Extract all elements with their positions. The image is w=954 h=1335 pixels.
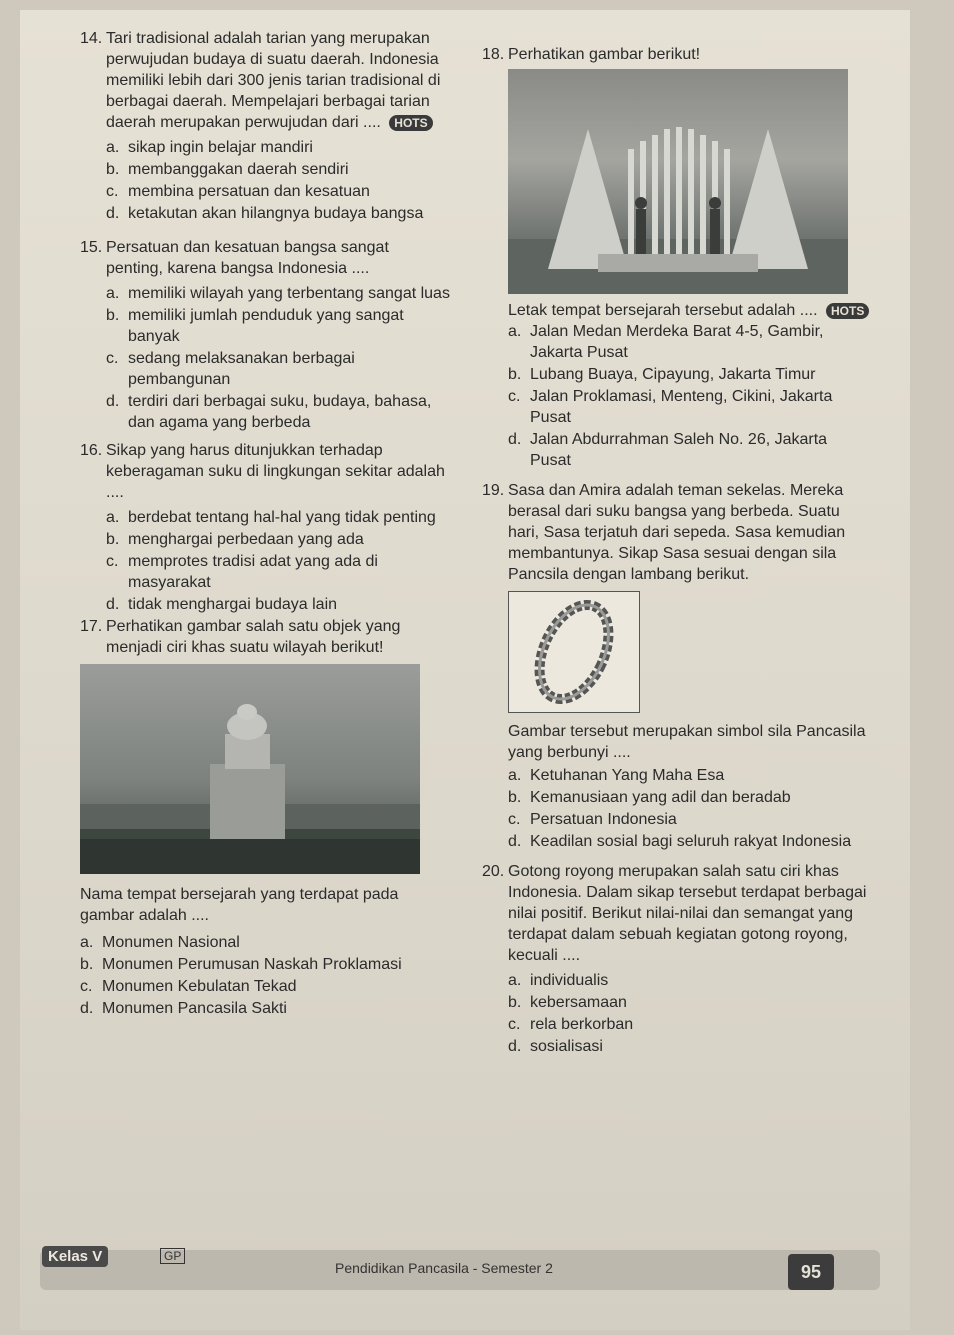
option-20a[interactable] [508, 970, 872, 991]
hots-badge: HOTS [826, 303, 869, 319]
options-20 [508, 970, 872, 1057]
option-15a[interactable] [106, 283, 450, 304]
option-16a[interactable] [106, 507, 450, 528]
question-15 [80, 237, 450, 279]
option-letter: b. [508, 366, 522, 383]
option-letter: b. [106, 307, 120, 324]
question-text: Gotong royong merupakan salah satu ciri khas Indonesia. Dalam sikap tersebut terdapat berbagai nilai positif. Berikut nilai-nilai dan semangat yang terdapat dalam sebuah kegiatan gotong royong, kecuali .... [508, 863, 867, 964]
option-text: Monumen Kebulatan Tekad [102, 978, 297, 995]
option-15b[interactable] [106, 305, 450, 347]
question-text: Perhatikan gambar salah satu objek yang menjadi ciri khas suatu wilayah berikut! [106, 618, 401, 656]
options-16 [106, 507, 450, 615]
question-16 [80, 440, 450, 503]
options-14 [106, 137, 450, 224]
option-text: Kemanusiaan yang adil dan beradab [530, 789, 791, 806]
question-text: Persatuan dan kesatuan bangsa sangat penting, karena bangsa Indonesia .... [106, 239, 389, 277]
option-19d[interactable] [508, 831, 872, 852]
option-19c[interactable] [508, 809, 872, 830]
option-text: Lubang Buaya, Cipayung, Jakarta Timur [530, 366, 816, 383]
option-18a[interactable] [508, 321, 872, 363]
question-number: 18. [482, 46, 505, 63]
option-14b[interactable] [106, 159, 450, 180]
option-18d[interactable] [508, 429, 872, 471]
option-text: tidak menghargai budaya lain [128, 596, 338, 613]
option-letter: c. [106, 553, 119, 570]
option-letter: c. [508, 388, 521, 405]
option-text: memiliki wilayah yang terbentang sangat luas [128, 285, 450, 302]
option-text: menghargai perbedaan yang ada [128, 531, 364, 548]
question-number: 15. [80, 239, 103, 256]
option-15d[interactable] [106, 391, 450, 433]
question-18-prompt-text: Letak tempat bersejarah tersebut adalah .... [508, 302, 818, 319]
question-text: Perhatikan gambar berikut! [508, 46, 701, 63]
option-text: Jalan Proklamasi, Menteng, Cikini, Jakarta Pusat [530, 388, 833, 426]
option-letter: a. [508, 323, 522, 340]
option-letter: c. [508, 1016, 521, 1033]
option-letter: c. [106, 183, 119, 200]
option-letter: c. [508, 811, 521, 828]
monument-photo-illustration [80, 664, 420, 874]
question-text: Sasa dan Amira adalah teman sekelas. Mereka berasal dari suku bangsa yang berbeda. Suatu hari, Sasa terjatuh dari sepeda. Sasa kemudian membantunya. Sikap Sasa sesuai dengan sila Pancsila dengan lambang berikut. [508, 482, 846, 583]
option-17d[interactable] [80, 998, 450, 1019]
chain-symbol-box [508, 591, 640, 713]
question-17-prompt: Nama tempat bersejarah yang terdapat pada gambar adalah .... [80, 886, 399, 924]
option-20b[interactable] [508, 992, 872, 1013]
option-text: Ketuhanan Yang Maha Esa [530, 767, 725, 784]
gp-logo: GP [160, 1248, 185, 1264]
question-text [106, 28, 450, 133]
option-letter: d. [508, 833, 522, 850]
hots-badge: HOTS [389, 115, 432, 131]
grade-label: Kelas V [42, 1246, 108, 1267]
option-letter: c. [80, 978, 93, 995]
option-letter: b. [508, 994, 522, 1011]
book-title: Pendidikan Pancasila - Semester 2 [335, 1260, 553, 1276]
question-number: 19. [482, 482, 505, 499]
option-letter: c. [106, 350, 119, 367]
chain-icon [509, 592, 639, 712]
question-number: 17. [80, 618, 103, 635]
page-number: 95 [788, 1254, 834, 1290]
option-text: individualis [530, 972, 609, 989]
option-text: ketakutan akan hilangnya budaya bangsa [128, 205, 424, 222]
option-14d[interactable] [106, 203, 450, 224]
option-20c[interactable] [508, 1014, 872, 1035]
options-19 [508, 765, 872, 852]
option-letter: d. [106, 393, 120, 410]
option-text: memprotes tradisi adat yang ada di masyarakat [128, 553, 378, 591]
option-letter: b. [80, 956, 94, 973]
option-letter: d. [106, 596, 120, 613]
option-text: Monumen Perumusan Naskah Proklamasi [102, 956, 402, 973]
option-text: sosialisasi [530, 1038, 603, 1055]
option-17c[interactable] [80, 976, 450, 997]
option-letter: a. [106, 139, 120, 156]
monument-photo-illustration [508, 69, 848, 294]
option-16b[interactable] [106, 529, 450, 550]
option-text: rela berkorban [530, 1016, 634, 1033]
option-text: terdiri dari berbagai suku, budaya, bahasa, dan agama yang berbeda [128, 393, 432, 431]
option-text: membanggakan daerah sendiri [128, 161, 349, 178]
options-15 [106, 283, 450, 433]
option-letter: a. [508, 972, 522, 989]
option-letter: d. [508, 431, 522, 448]
option-17b[interactable] [80, 954, 450, 975]
question-text: Sikap yang harus ditunjukkan terhadap keberagaman suku di lingkungan sekitar adalah .... [106, 442, 445, 501]
option-text: berdebat tentang hal-hal yang tidak penting [128, 509, 436, 526]
option-15c[interactable] [106, 348, 450, 390]
question-number: 20. [482, 863, 505, 880]
option-letter: a. [508, 767, 522, 784]
options-18 [508, 321, 872, 471]
option-text: Monumen Pancasila Sakti [102, 1000, 287, 1017]
page-footer [20, 1220, 910, 1320]
option-18c[interactable] [508, 386, 872, 428]
option-20d[interactable] [508, 1036, 872, 1057]
option-text: kebersamaan [530, 994, 627, 1011]
option-letter: b. [106, 161, 120, 178]
question-19 [482, 480, 872, 585]
option-19a[interactable] [508, 765, 872, 786]
option-text: sikap ingin belajar mandiri [128, 139, 313, 156]
option-text: Jalan Abdurrahman Saleh No. 26, Jakarta Pusat [530, 431, 828, 469]
option-14c[interactable] [106, 181, 450, 202]
option-letter: d. [80, 1000, 94, 1017]
monument-photo [508, 69, 848, 294]
option-letter: b. [508, 789, 522, 806]
option-16c[interactable] [106, 551, 450, 593]
option-text: Persatuan Indonesia [530, 811, 677, 828]
option-text: Keadilan sosial bagi seluruh rakyat Indonesia [530, 833, 852, 850]
question-19-prompt: Gambar tersebut merupakan simbol sila Pancasila yang berbunyi .... [508, 723, 866, 761]
option-text: sedang melaksanakan berbagai pembangunan [128, 350, 355, 388]
option-text: Monumen Nasional [102, 934, 240, 951]
question-14 [80, 28, 450, 133]
option-letter: a. [106, 509, 120, 526]
question-20 [482, 861, 872, 966]
option-18b[interactable] [508, 364, 872, 385]
monument-photo [80, 664, 420, 874]
option-text: Jalan Medan Merdeka Barat 4-5, Gambir, Jakarta Pusat [530, 323, 824, 361]
question-18 [482, 44, 872, 65]
option-letter: b. [106, 531, 120, 548]
option-text: membina persatuan dan kesatuan [128, 183, 370, 200]
question-14-stem: Tari tradisional adalah tarian yang merupakan perwujudan budaya di suatu daerah. Indonesia memiliki lebih dari 300 jenis tarian tradisional di berbagai daerah. Mempelajari berbagai tarian daerah merupakan perwujudan dari .... [106, 30, 441, 131]
option-letter: d. [106, 205, 120, 222]
question-number: 14. [80, 30, 103, 47]
option-text: memiliki jumlah penduduk yang sangat banyak [128, 307, 404, 345]
left-column [80, 28, 450, 1020]
options-17 [80, 932, 450, 1019]
option-letter: a. [106, 285, 120, 302]
option-17a[interactable] [80, 932, 450, 953]
option-16d[interactable] [106, 594, 450, 615]
question-18-prompt [508, 300, 872, 321]
option-14a[interactable] [106, 137, 450, 158]
question-number: 16. [80, 442, 103, 459]
right-column [482, 44, 872, 1058]
option-19b[interactable] [508, 787, 872, 808]
question-17 [80, 616, 450, 658]
option-letter: a. [80, 934, 94, 951]
option-letter: d. [508, 1038, 522, 1055]
